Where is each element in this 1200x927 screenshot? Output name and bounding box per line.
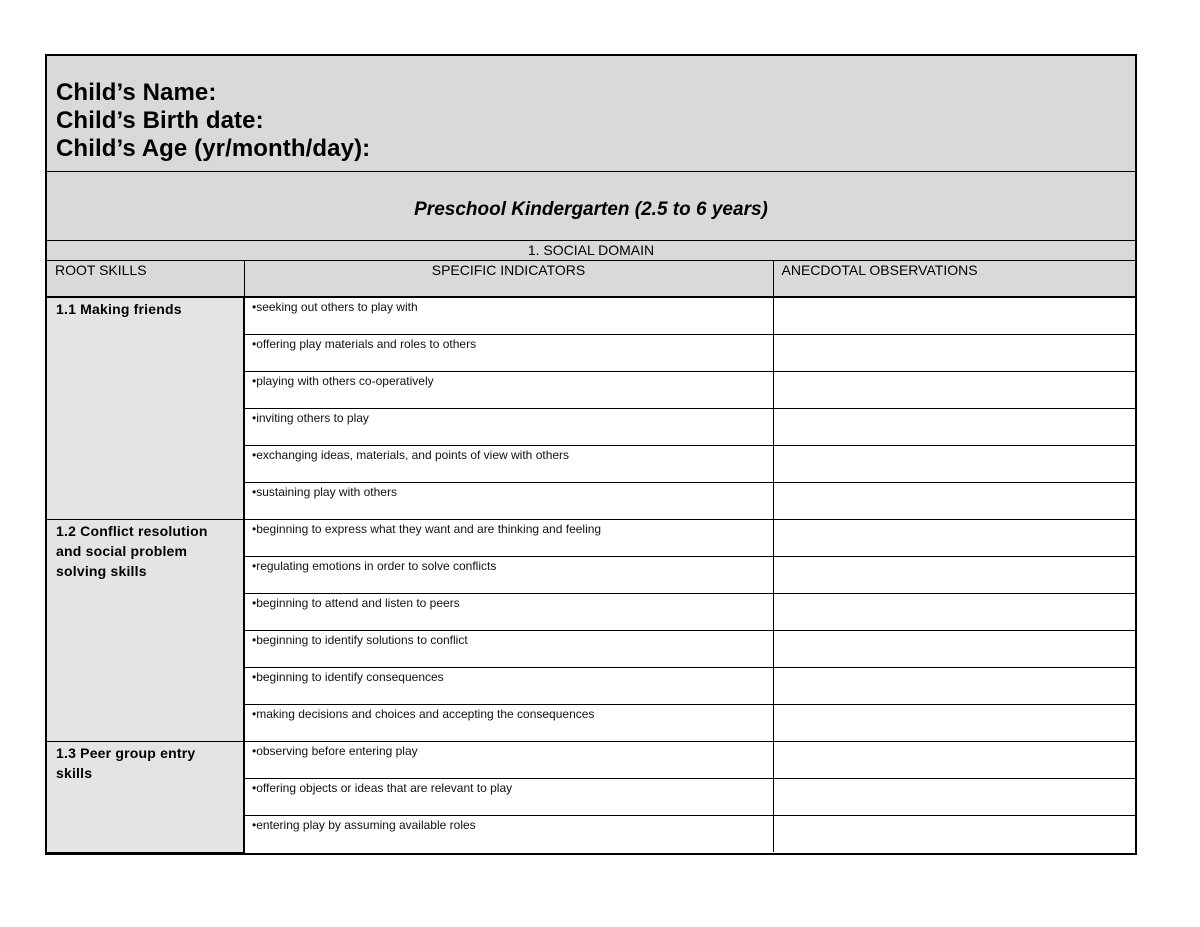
- root-skill-cell: 1.3 Peer group entry skills: [47, 741, 244, 852]
- domain-title: 1. SOCIAL DOMAIN: [47, 241, 1135, 261]
- indicator-text: • making decisions and choices and accepting the consequences: [252, 707, 594, 721]
- observation-cell[interactable]: [773, 334, 1135, 371]
- child-birth-date-label: Child’s Birth date:: [56, 107, 264, 134]
- indicator-cell: [244, 667, 773, 704]
- child-age-label: Child’s Age (yr/month/day):: [56, 135, 371, 162]
- skills-table-body: [47, 297, 1135, 852]
- indicator-cell: [244, 445, 773, 482]
- indicator-text: • beginning to identify solutions to conflict: [252, 633, 468, 647]
- observation-cell[interactable]: [773, 741, 1135, 778]
- indicator-cell: [244, 482, 773, 519]
- assessment-form: [45, 54, 1137, 855]
- indicator-cell: [244, 334, 773, 371]
- table-row: [47, 519, 1135, 556]
- observation-cell[interactable]: [773, 408, 1135, 445]
- indicator-cell: [244, 741, 773, 778]
- indicator-text: • beginning to express what they want and are thinking and feeling: [252, 522, 601, 536]
- root-skill-cell: 1.1 Making friends: [47, 297, 244, 519]
- indicator-text: • entering play by assuming available roles: [252, 818, 476, 832]
- indicator-text: • beginning to identify consequences: [252, 670, 444, 684]
- skills-table: [47, 261, 1135, 853]
- indicator-text: • regulating emotions in order to solve conflicts: [252, 559, 496, 573]
- indicator-text: • beginning to attend and listen to peers: [252, 596, 460, 610]
- indicator-text: • playing with others co-operatively: [252, 374, 434, 388]
- indicator-cell: [244, 556, 773, 593]
- observation-cell[interactable]: [773, 630, 1135, 667]
- child-info-header: [47, 56, 1135, 172]
- indicator-text: • sustaining play with others: [252, 485, 397, 499]
- indicator-cell: [244, 815, 773, 852]
- observation-cell[interactable]: [773, 371, 1135, 408]
- observation-cell[interactable]: [773, 593, 1135, 630]
- specific-indicators-header: SPECIFIC INDICATORS: [244, 261, 773, 297]
- table-header-row: [47, 261, 1135, 297]
- observation-cell[interactable]: [773, 704, 1135, 741]
- table-row: [47, 741, 1135, 778]
- program-title: Preschool Kindergarten (2.5 to 6 years): [47, 172, 1135, 241]
- indicator-text: • offering objects or ideas that are relevant to play: [252, 781, 512, 795]
- anecdotal-observations-header: ANECDOTAL OBSERVATIONS: [773, 261, 1135, 297]
- indicator-text: • offering play materials and roles to others: [252, 337, 476, 351]
- observation-cell[interactable]: [773, 482, 1135, 519]
- observation-cell[interactable]: [773, 667, 1135, 704]
- indicator-text: • inviting others to play: [252, 411, 369, 425]
- indicator-cell: [244, 371, 773, 408]
- root-skills-header: ROOT SKILLS: [47, 261, 244, 297]
- child-name-label: Child’s Name:: [56, 79, 217, 106]
- indicator-cell: [244, 408, 773, 445]
- indicator-cell: [244, 519, 773, 556]
- indicator-text: • exchanging ideas, materials, and points of view with others: [252, 448, 569, 462]
- observation-cell[interactable]: [773, 556, 1135, 593]
- indicator-text: • seeking out others to play with: [252, 300, 418, 314]
- indicator-cell: [244, 778, 773, 815]
- observation-cell[interactable]: [773, 815, 1135, 852]
- indicator-cell: [244, 704, 773, 741]
- indicator-cell: [244, 630, 773, 667]
- indicator-cell: [244, 593, 773, 630]
- root-skill-cell: 1.2 Conflict resolution and social problem solving skills: [47, 519, 244, 741]
- observation-cell[interactable]: [773, 445, 1135, 482]
- observation-cell[interactable]: [773, 297, 1135, 334]
- table-row: [47, 297, 1135, 334]
- observation-cell[interactable]: [773, 778, 1135, 815]
- indicator-cell: [244, 297, 773, 334]
- observation-cell[interactable]: [773, 519, 1135, 556]
- indicator-text: • observing before entering play: [252, 744, 418, 758]
